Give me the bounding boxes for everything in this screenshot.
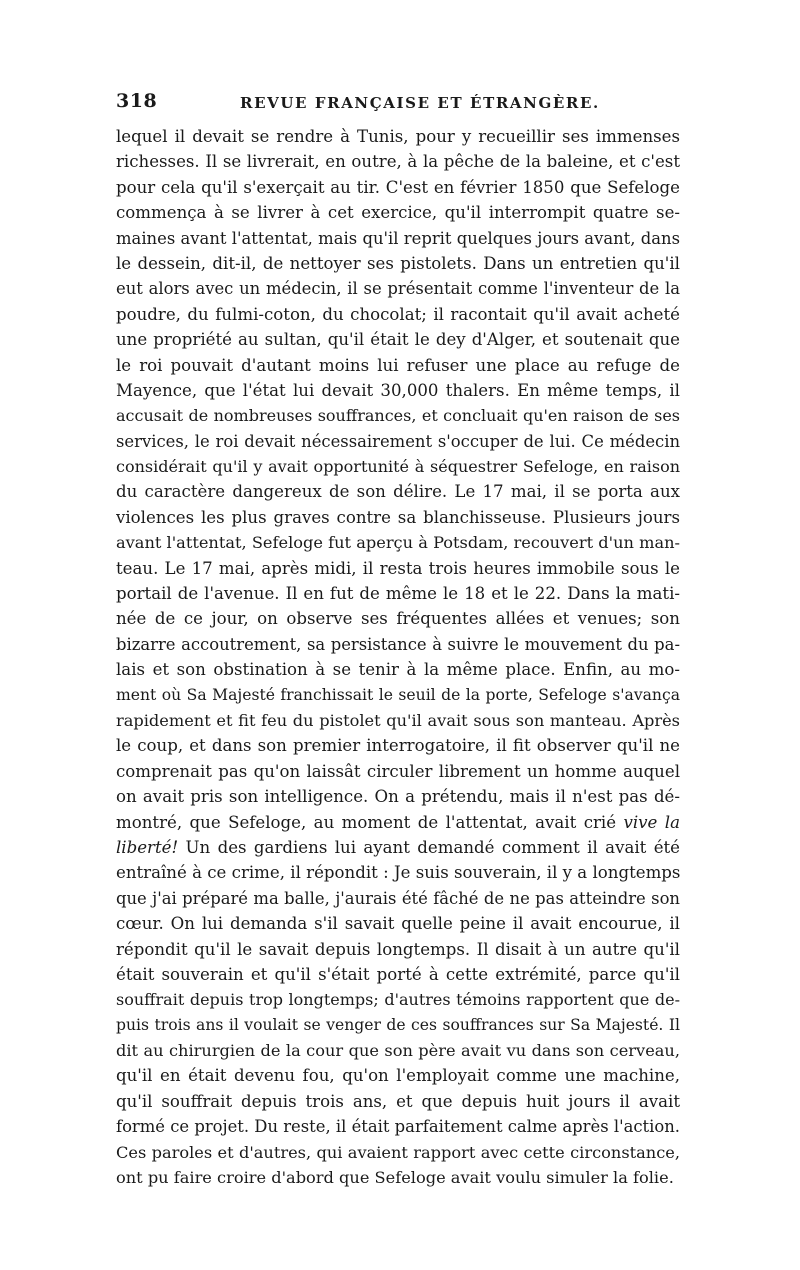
text-line	[116, 530, 680, 555]
text-line	[116, 733, 680, 758]
text-line	[116, 454, 680, 479]
italic-text-segment: liberté!	[116, 837, 179, 857]
text-line	[116, 860, 680, 885]
text-segment: portail de l'avenue. Il en fut de même le 18 et le 22. Dans la mati-	[116, 584, 680, 604]
text-line	[116, 911, 680, 936]
text-line	[116, 835, 680, 860]
running-title: REVUE FRANÇAISE ET ÉTRANGÈRE.	[240, 94, 600, 112]
text-segment: cœur. On lui demanda s'il savait quelle peine il avait encourue, il	[116, 914, 680, 934]
page-header	[116, 90, 676, 120]
text-line	[116, 1165, 680, 1190]
text-segment: lequel il devait se rendre à Tunis, pour y recueillir ses immenses	[116, 127, 680, 146]
text-segment: le coup, et dans son premier interrogatoire, il fit observer qu'il ne	[116, 736, 680, 756]
text-line	[116, 479, 680, 504]
text-segment: on avait pris son intelligence. On a prétendu, mais il n'est pas dé-	[116, 787, 680, 807]
text-line	[116, 429, 680, 454]
text-segment: Mayence, que l'état lui devait 30,000 thalers. En même temps, il	[116, 380, 680, 400]
text-segment: née de ce jour, on observe ses fréquentes allées et venues; son	[116, 609, 680, 629]
text-segment: puis trois ans il voulait se venger de ces souffrances sur Sa Majesté. Il	[116, 1015, 680, 1034]
text-segment: répondit qu'il le savait depuis longtemps. Il disait à un autre qu'il	[116, 939, 680, 959]
text-segment: qu'il souffrait depuis trois ans, et que depuis huit jours il avait	[116, 1091, 680, 1111]
text-segment: que j'ai préparé ma balle, j'aurais été fâché de ne pas atteindre son	[116, 888, 680, 908]
text-line	[116, 987, 680, 1012]
text-segment: Un des gardiens lui ayant demandé comment il avait été	[178, 837, 680, 857]
text-line	[116, 683, 680, 708]
text-line	[116, 226, 680, 251]
text-segment: Ces paroles et d'autres, qui avaient rapport avec cette circonstance,	[116, 1142, 680, 1162]
text-line	[116, 759, 680, 784]
text-line	[116, 403, 680, 428]
text-line	[116, 302, 680, 327]
text-segment: ment où Sa Majesté franchissait le seuil de la porte, Sefeloge s'avança	[116, 685, 680, 704]
text-line	[116, 1114, 680, 1139]
body-text	[116, 124, 680, 1190]
text-line	[116, 1013, 680, 1038]
text-segment: pour cela qu'il s'exerçait au tir. C'est en février 1850 que Sefeloge	[116, 177, 680, 197]
text-segment: accusait de nombreuses souffrances, et concluait qu'en raison de ses	[116, 406, 680, 426]
text-segment: comprenait pas qu'on laissât circuler librement un homme auquel	[116, 761, 680, 781]
text-segment: richesses. Il se livrerait, en outre, à la pêche de la baleine, et c'est	[116, 152, 680, 172]
text-line	[116, 784, 680, 809]
text-line	[116, 708, 680, 733]
text-segment: ont pu faire croire d'abord que Sefeloge avait voulu simuler la folie.	[116, 1168, 674, 1188]
text-line	[116, 327, 680, 352]
text-line	[116, 124, 680, 149]
text-segment: bizarre accoutrement, sa persistance à suivre le mouvement du pa-	[116, 634, 680, 654]
text-line	[116, 556, 680, 581]
text-segment: poudre, du fulmi-coton, du chocolat; il racontait qu'il avait acheté	[116, 304, 680, 324]
text-segment: le roi pouvait d'autant moins lui refuser une place au refuge de	[116, 355, 680, 375]
text-line	[116, 200, 680, 225]
text-segment: commença à se livrer à cet exercice, qu'il interrompit quatre se-	[116, 203, 680, 223]
text-line	[116, 886, 680, 911]
text-segment: entraîné à ce crime, il répondit : Je suis souverain, il y a longtemps	[116, 863, 680, 883]
text-line	[116, 632, 680, 657]
text-segment: le dessein, dit-il, de nettoyer ses pistolets. Dans un entretien qu'il	[116, 253, 680, 273]
text-segment: rapidement et fit feu du pistolet qu'il avait sous son manteau. Après	[116, 710, 680, 730]
italic-text-segment: vive la	[623, 812, 680, 832]
text-line	[116, 149, 680, 174]
text-segment: souffrait depuis trop longtemps; d'autres témoins rapportent que de-	[116, 990, 680, 1010]
text-segment: du caractère dangereux de son délire. Le 17 mai, il se porta aux	[116, 482, 680, 502]
text-line	[116, 962, 680, 987]
text-line	[116, 378, 680, 403]
text-segment: lais et son obstination à se tenir à la même place. Enfin, au mo-	[116, 660, 680, 680]
text-line	[116, 581, 680, 606]
text-segment: était souverain et qu'il s'était porté à cette extrémité, parce qu'il	[116, 964, 680, 984]
page-number: 318	[116, 90, 158, 112]
text-line	[116, 606, 680, 631]
text-segment: services, le roi devait nécessairement s'occuper de lui. Ce médecin	[116, 431, 680, 451]
text-segment: une propriété au sultan, qu'il était le dey d'Alger, et soutenait que	[116, 330, 680, 350]
text-segment: violences les plus graves contre sa blanchisseuse. Plusieurs jours	[116, 507, 680, 527]
text-line	[116, 810, 680, 835]
text-line	[116, 937, 680, 962]
text-segment: formé ce projet. Du reste, il était parfaitement calme après l'action.	[116, 1117, 680, 1137]
text-line	[116, 1063, 680, 1088]
text-line	[116, 1038, 680, 1063]
text-line	[116, 175, 680, 200]
text-segment: considérait qu'il y avait opportunité à séquestrer Sefeloge, en raison	[116, 457, 680, 477]
text-segment: avant l'attentat, Sefeloge fut aperçu à Potsdam, recouvert d'un man-	[116, 533, 680, 553]
text-segment: montré, que Sefeloge, au moment de l'attentat, avait crié	[116, 812, 624, 832]
text-line	[116, 353, 680, 378]
text-line	[116, 251, 680, 276]
text-segment: qu'il en était devenu fou, qu'on l'employait comme une machine,	[116, 1066, 680, 1086]
text-line	[116, 505, 680, 530]
text-segment: eut alors avec un médecin, il se présentait comme l'inventeur de la	[116, 279, 680, 299]
text-line	[116, 657, 680, 682]
text-line	[116, 1089, 680, 1114]
text-segment: dit au chirurgien de la cour que son père avait vu dans son cerveau,	[116, 1041, 680, 1061]
text-segment: teau. Le 17 mai, après midi, il resta trois heures immobile sous le	[116, 558, 680, 578]
text-line	[116, 276, 680, 301]
text-line	[116, 1140, 680, 1165]
text-segment: maines avant l'attentat, mais qu'il reprit quelques jours avant, dans	[116, 228, 680, 248]
